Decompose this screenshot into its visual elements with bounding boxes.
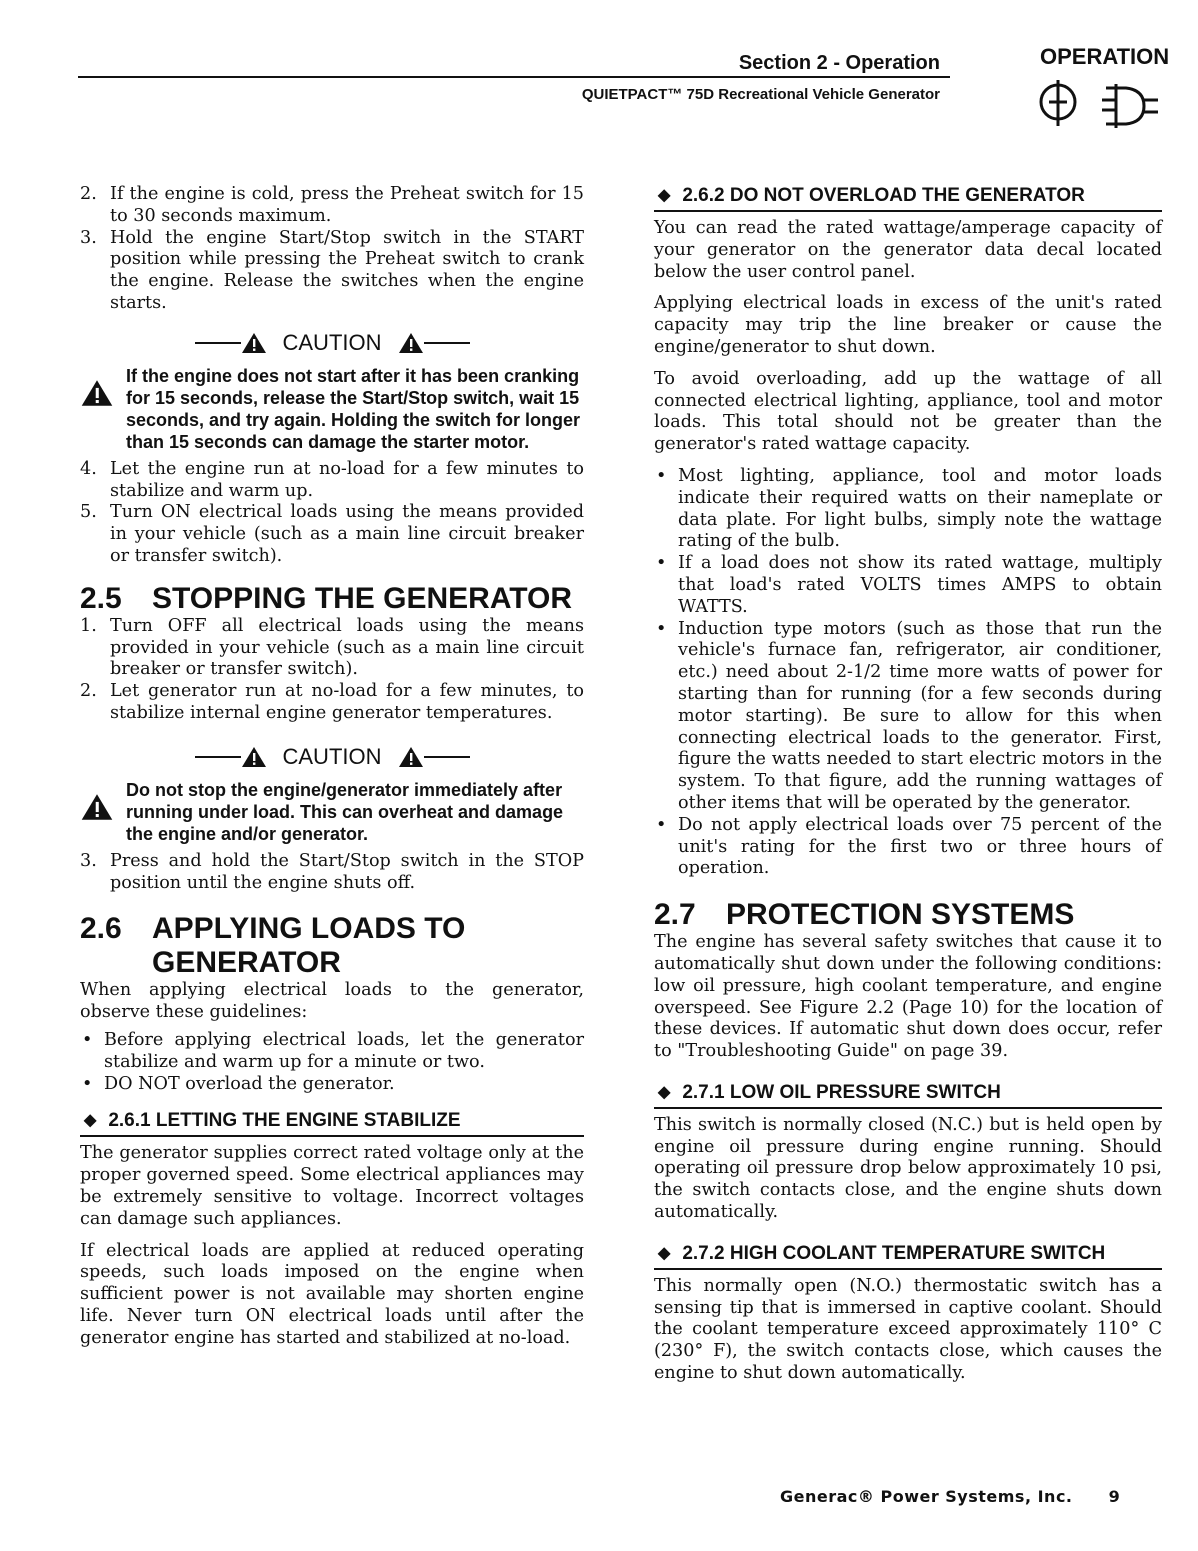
section-heading-2-6: 2.6 APPLYING LOADS TO GENERATOR	[80, 912, 466, 980]
paragraph: Applying electrical loads in excess of the unit's rated capacity may trip the line breaker or cause the engine/generator to shut down.	[654, 293, 1162, 357]
caution-heading: CAUTION	[80, 739, 584, 775]
list-item: • Most lighting, appliance, tool and motor loads indicate their required watts on their nameplate or data plate. For light bulbs, simply note the wattage rating of the bulb.	[656, 465, 1162, 552]
paragraph: The generator supplies correct rated voltage only at the proper governed speed. Some electrical appliances may be extremely sensitive to voltage. Incorrect voltages can damage such appliances.	[80, 1143, 584, 1229]
paragraph: This normally open (N.O.) thermostatic switch has a sensing tip that is immersed in captive coolant. Should the coolant temperature exceed approximately 110° C (230° F), the switch contacts close, which causes the engine to shut down automatically.	[654, 1275, 1162, 1384]
paragraph: To avoid overloading, add up the wattage of all connected electrical lighting, appliance, tool and motor loads. This total should not be greater than the generator's rated wattage capacity.	[654, 368, 1162, 455]
header-subtitle: QUIETPACT™ 75D Recreational Vehicle Generator	[581, 86, 940, 103]
page-number: 9	[1108, 1487, 1121, 1506]
caution-heading: CAUTION	[80, 325, 584, 361]
warning-icon	[241, 332, 267, 354]
left-column	[80, 184, 584, 1350]
list-item: 2. If the engine is cold, press the Preheat switch for 15 to 30 seconds maximum.	[80, 184, 584, 226]
paragraph: You can read the rated wattage/amperage capacity of your generator on the generator data decal located below the user control panel.	[654, 218, 1162, 282]
list-item: 4. Let the engine run at no-load for a few minutes to stabilize and warm up.	[80, 458, 584, 501]
section-heading-2-7: 2.7 PROTECTION SYSTEMS	[654, 898, 1075, 932]
subsection-heading-2-6-1: ◆ 2.6.1 LETTING THE ENGINE STABILIZE	[80, 1109, 584, 1137]
operation-symbol-icon	[1036, 76, 1166, 138]
warning-icon	[80, 793, 114, 821]
warning-icon	[398, 746, 424, 768]
subsection-heading-2-7-1: ◆ 2.7.1 LOW OIL PRESSURE SWITCH	[654, 1081, 1162, 1109]
warning-icon	[80, 379, 114, 407]
list-item: 2. Let generator run at no-load for a few minutes, to stabilize internal engine generator temperatures.	[80, 681, 584, 723]
list-item: • If a load does not show its rated wattage, multiply that load's rated VOLTS times AMPS to obtain WATTS.	[656, 553, 1162, 617]
list-item: • Before applying electrical loads, let the generator stabilize and warm up for a minute or two.	[82, 1029, 584, 1072]
list-item: 1. Turn OFF all electrical loads using the means provided in your vehicle (such as a main line circuit breaker or transfer switch).	[80, 615, 584, 680]
header-rule	[78, 76, 950, 78]
paragraph: The engine has several safety switches that cause it to automatically shut down under the following conditions: low oil pressure, high coolant temperature, and engine overspeed. See Figure 2.2 (Page 10) for the location of these devices. If automatic shut down does occur, refer to "Troubleshooting Guide" on page 39.	[654, 932, 1162, 1062]
paragraph: If electrical loads are applied at reduced operating speeds, such loads imposed on the engine when sufficient power is not available may shorten engine life. Never turn ON electrical loads until after the generator engine has started and stabilized at no-load.	[80, 1240, 584, 1348]
list-item: • Induction type motors (such as those that run the vehicle's furnace fan, refrigerator, air conditioner, etc.) need about 2-1/2 time more watts of power for starting than for running (for a few seconds during motor starting). Be sure to allow for this when connecting electrical loads to the generator. First, figure the watts needed to start electric motors in the system. To that figure, add the running wattages of other items that will be operated by the generator.	[656, 618, 1162, 813]
caution-text: If the engine does not start after it has been cranking for 15 seconds, release the Start/Stop switch, wait 15 seconds, and try again. Holding the switch for longer than 15 seconds can damage the starter motor.	[80, 365, 584, 453]
paragraph: When applying electrical loads to the generator, observe these guidelines:	[80, 980, 584, 1023]
footer-company: Generac® Power Systems, Inc.	[780, 1487, 1073, 1506]
section-heading-2-5: 2.5 STOPPING THE GENERATOR	[80, 581, 573, 615]
footer	[780, 1487, 1120, 1506]
list-item: 3. Press and hold the Start/Stop switch in the STOP position until the engine shuts off.	[80, 850, 584, 893]
list-item: 3. Hold the engine Start/Stop switch in the START position while pressing the Preheat switch to crank the engine. Release the switches when the engine starts.	[80, 227, 584, 313]
warning-icon	[241, 746, 267, 768]
subsection-heading-2-7-2: ◆ 2.7.2 HIGH COOLANT TEMPERATURE SWITCH	[654, 1242, 1162, 1270]
list-item: • Do not apply electrical loads over 75 percent of the unit's rating for the first two or three hours of operation.	[656, 814, 1162, 879]
right-column	[654, 184, 1162, 1385]
subsection-heading-2-6-2: ◆ 2.6.2 DO NOT OVERLOAD THE GENERATOR	[654, 184, 1162, 212]
list-item: 5. Turn ON electrical loads using the means provided in your vehicle (such as a main line circuit breaker or transfer switch).	[80, 502, 584, 566]
section-title: Section 2 - Operation	[738, 52, 940, 74]
operation-label: OPERATION	[1040, 44, 1170, 69]
caution-text: Do not stop the engine/generator immediately after running under load. This can overheat and damage the engine and/or generator.	[80, 779, 584, 845]
warning-icon	[398, 332, 424, 354]
paragraph: This switch is normally closed (N.C.) but is held open by engine oil pressure during engine running. Should operating oil pressure drop below approximately 10 psi, the switch contacts close, and the engine shuts down automatically.	[654, 1114, 1162, 1223]
list-item: • DO NOT overload the generator.	[82, 1073, 395, 1094]
